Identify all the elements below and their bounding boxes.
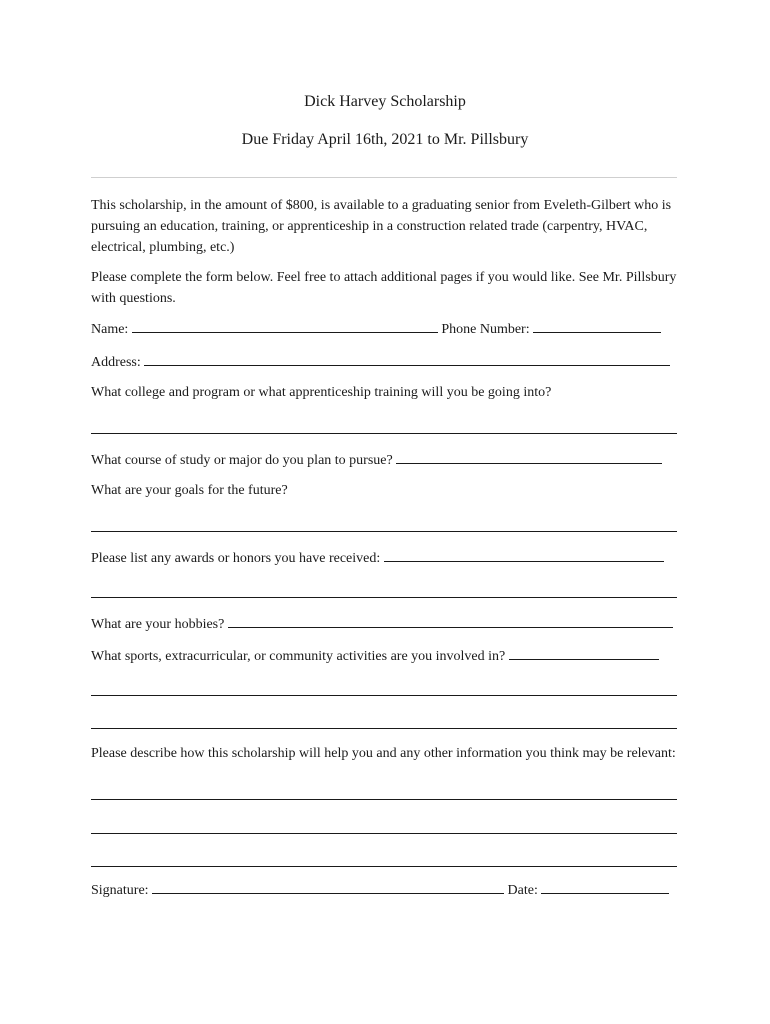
course-question: What course of study or major do you plan to pursue? <box>91 453 393 468</box>
due-date-subtitle: Due Friday April 16th, 2021 to Mr. Pillsbury <box>241 131 529 148</box>
date-field[interactable] <box>541 881 669 894</box>
phone-field[interactable] <box>533 320 661 333</box>
activities-answer-line-1[interactable] <box>91 695 677 696</box>
signature-label: Signature: <box>91 883 149 898</box>
describe-answer-line-2[interactable] <box>91 833 677 834</box>
hobbies-question: What are your hobbies? <box>91 617 225 632</box>
address-label: Address: <box>91 355 141 370</box>
date-label: Date: <box>507 883 538 898</box>
signature-date-row <box>91 881 669 899</box>
describe-question: Please describe how this scholarship will help you and any other information you think may be relevant: <box>91 746 676 761</box>
address-field[interactable] <box>144 353 670 366</box>
awards-question: Please list any awards or honors you have received: <box>91 551 381 566</box>
signature-field[interactable] <box>152 881 504 894</box>
activities-question: What sports, extracurricular, or community activities are you involved in? <box>91 649 506 664</box>
intro-paragraph: This scholarship, in the amount of $800, is available to a graduating senior from Eveleth-Gilbert who is pursuing an education, training, or apprenticeship in a construction related trade (carpentry, HVAC, electrical, plumbing, etc.) <box>91 198 672 255</box>
describe-answer-line-3[interactable] <box>91 866 677 867</box>
name-field[interactable] <box>132 320 438 333</box>
instructions-paragraph: Please complete the form below. Feel free to attach additional pages if you would like. See Mr. Pillsbury with questions. <box>91 270 677 306</box>
phone-label: Phone Number: <box>441 322 530 337</box>
activities-answer-line-2[interactable] <box>91 728 677 729</box>
name-label: Name: <box>91 322 129 337</box>
goals-answer-line[interactable] <box>91 531 677 532</box>
hobbies-field[interactable] <box>228 615 673 628</box>
awards-answer-line[interactable] <box>91 597 677 598</box>
header-divider <box>91 177 677 178</box>
course-row <box>91 451 662 469</box>
college-question: What college and program or what apprenticeship training will you be going into? <box>91 385 552 400</box>
course-field[interactable] <box>396 451 662 464</box>
college-answer-line[interactable] <box>91 433 677 434</box>
goals-question: What are your goals for the future? <box>91 483 288 498</box>
describe-answer-line-1[interactable] <box>91 799 677 800</box>
awards-row <box>91 549 664 567</box>
name-phone-row <box>91 320 661 338</box>
activities-row <box>91 647 659 665</box>
form-title: Dick Harvey Scholarship <box>304 93 466 110</box>
address-row <box>91 353 670 371</box>
awards-field[interactable] <box>384 549 664 562</box>
activities-field[interactable] <box>509 647 659 660</box>
hobbies-row <box>91 615 673 633</box>
